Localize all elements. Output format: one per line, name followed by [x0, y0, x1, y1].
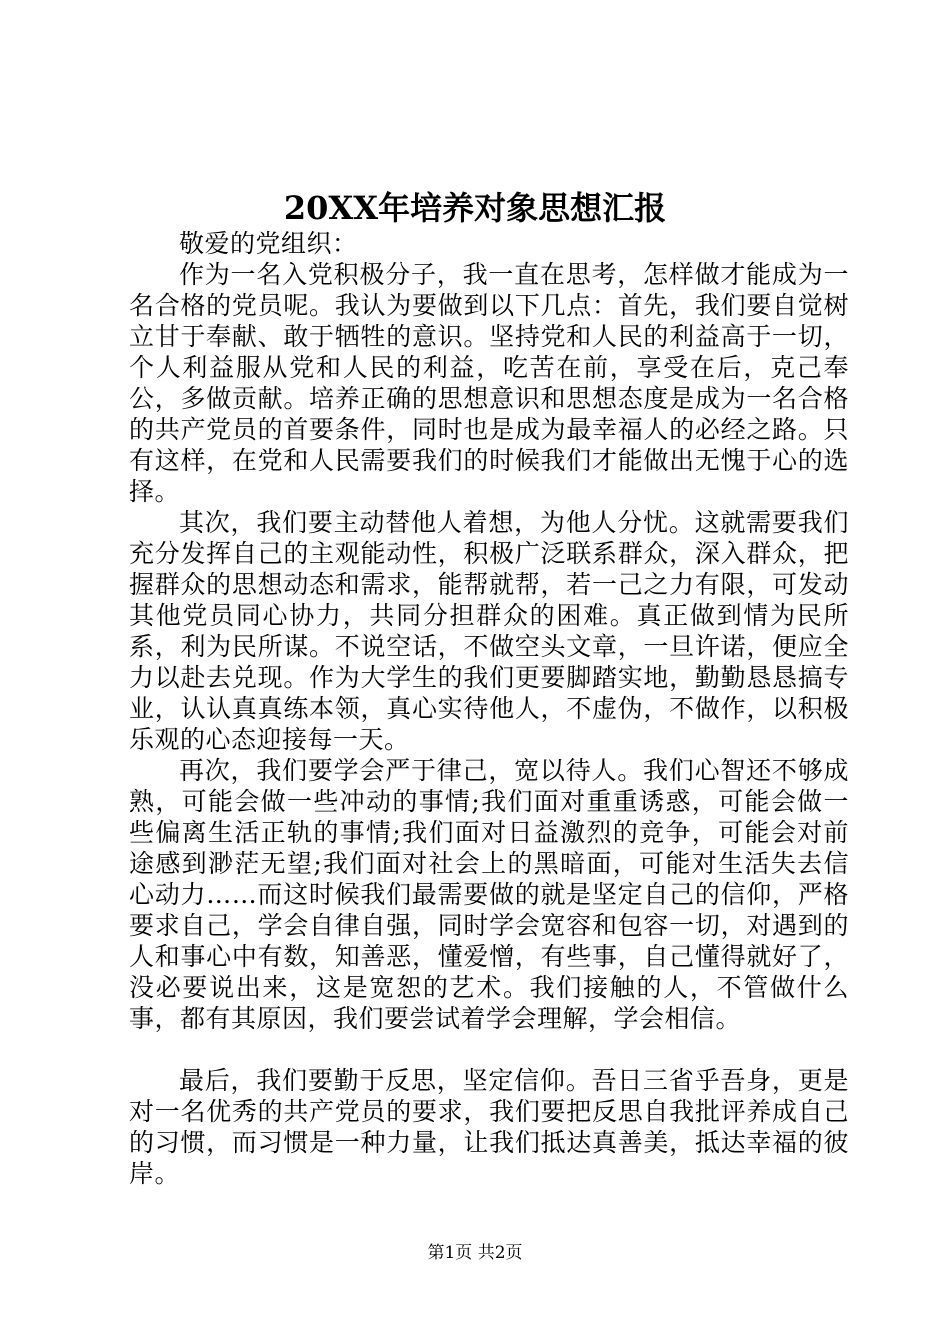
salutation: 敬爱的党组织： [179, 229, 358, 258]
paragraph-2: 其次，我们要主动替他人着想，为他人分忧。这就需要我们充分发挥自己的主观能动性，积极广泛联系群众，深入群众，把握群众的思想动态和需求，能帮就帮，若一己之力有限，可发动其他党员同心协力，共同分担群众的困难。真正做到情为民所系，利为民所谋。不说空话，不做空头文章，一旦许诺，便应全力以赴去兑现。作为大学生的我们更要脚踏实地，勤勤恳恳搞专业，认认真真练本领，真心实待他人，不虚伪，不做作，以积极乐观的心态迎接每一天。 [129, 508, 849, 754]
page-number-footer: 第1页 共2页 [427, 1243, 523, 1263]
paragraph-3: 再次，我们要学会严于律己，宽以待人。我们心智还不够成熟，可能会做一些冲动的事情;我们面对重重诱惑，可能会做一些偏离生活正轨的事情;我们面对日益激烈的竞争，可能会对前途感到渺茫无望;我们面对社会上的黑暗面，可能对生活失去信心动力……而这时候我们最需要做的就是坚定自己的信仰，严格要求自己，学会自律自强，同时学会宽容和包容一切，对遇到的人和事心中有数，知善恶，懂爱憎，有些事，自己懂得就好了，没必要说出来，这是宽恕的艺术。我们接触的人，不管做什么事，都有其原因，我们要尝试着学会理解，学会相信。 [129, 756, 849, 1033]
document-body [129, 228, 849, 1189]
document-title: 20XX年培养对象思想汇报 [283, 189, 667, 227]
paragraph-4: 最后，我们要勤于反思，坚定信仰。吾日三省乎吾身，更是对一名优秀的共产党员的要求，我们要把反思自我批评养成自己的习惯，而习惯是一种力量，让我们抵达真善美，抵达幸福的彼岸。 [129, 1066, 849, 1188]
paragraph-1: 作为一名入党积极分子，我一直在思考，怎样做才能成为一名合格的党员呢。我认为要做到以下几点：首先，我们要自觉树立甘于奉献、敢于牺牲的意识。坚持党和人民的利益高于一切，个人利益服从党和人民的利益，吃苦在前，享受在后，克己奉公，多做贡献。培养正确的思想意识和思想态度是成为一名合格的共产党员的首要条件，同时也是成为最幸福人的必经之路。只有这样，在党和人民需要我们的时候我们才能做出无愧于心的选择。 [129, 260, 849, 506]
